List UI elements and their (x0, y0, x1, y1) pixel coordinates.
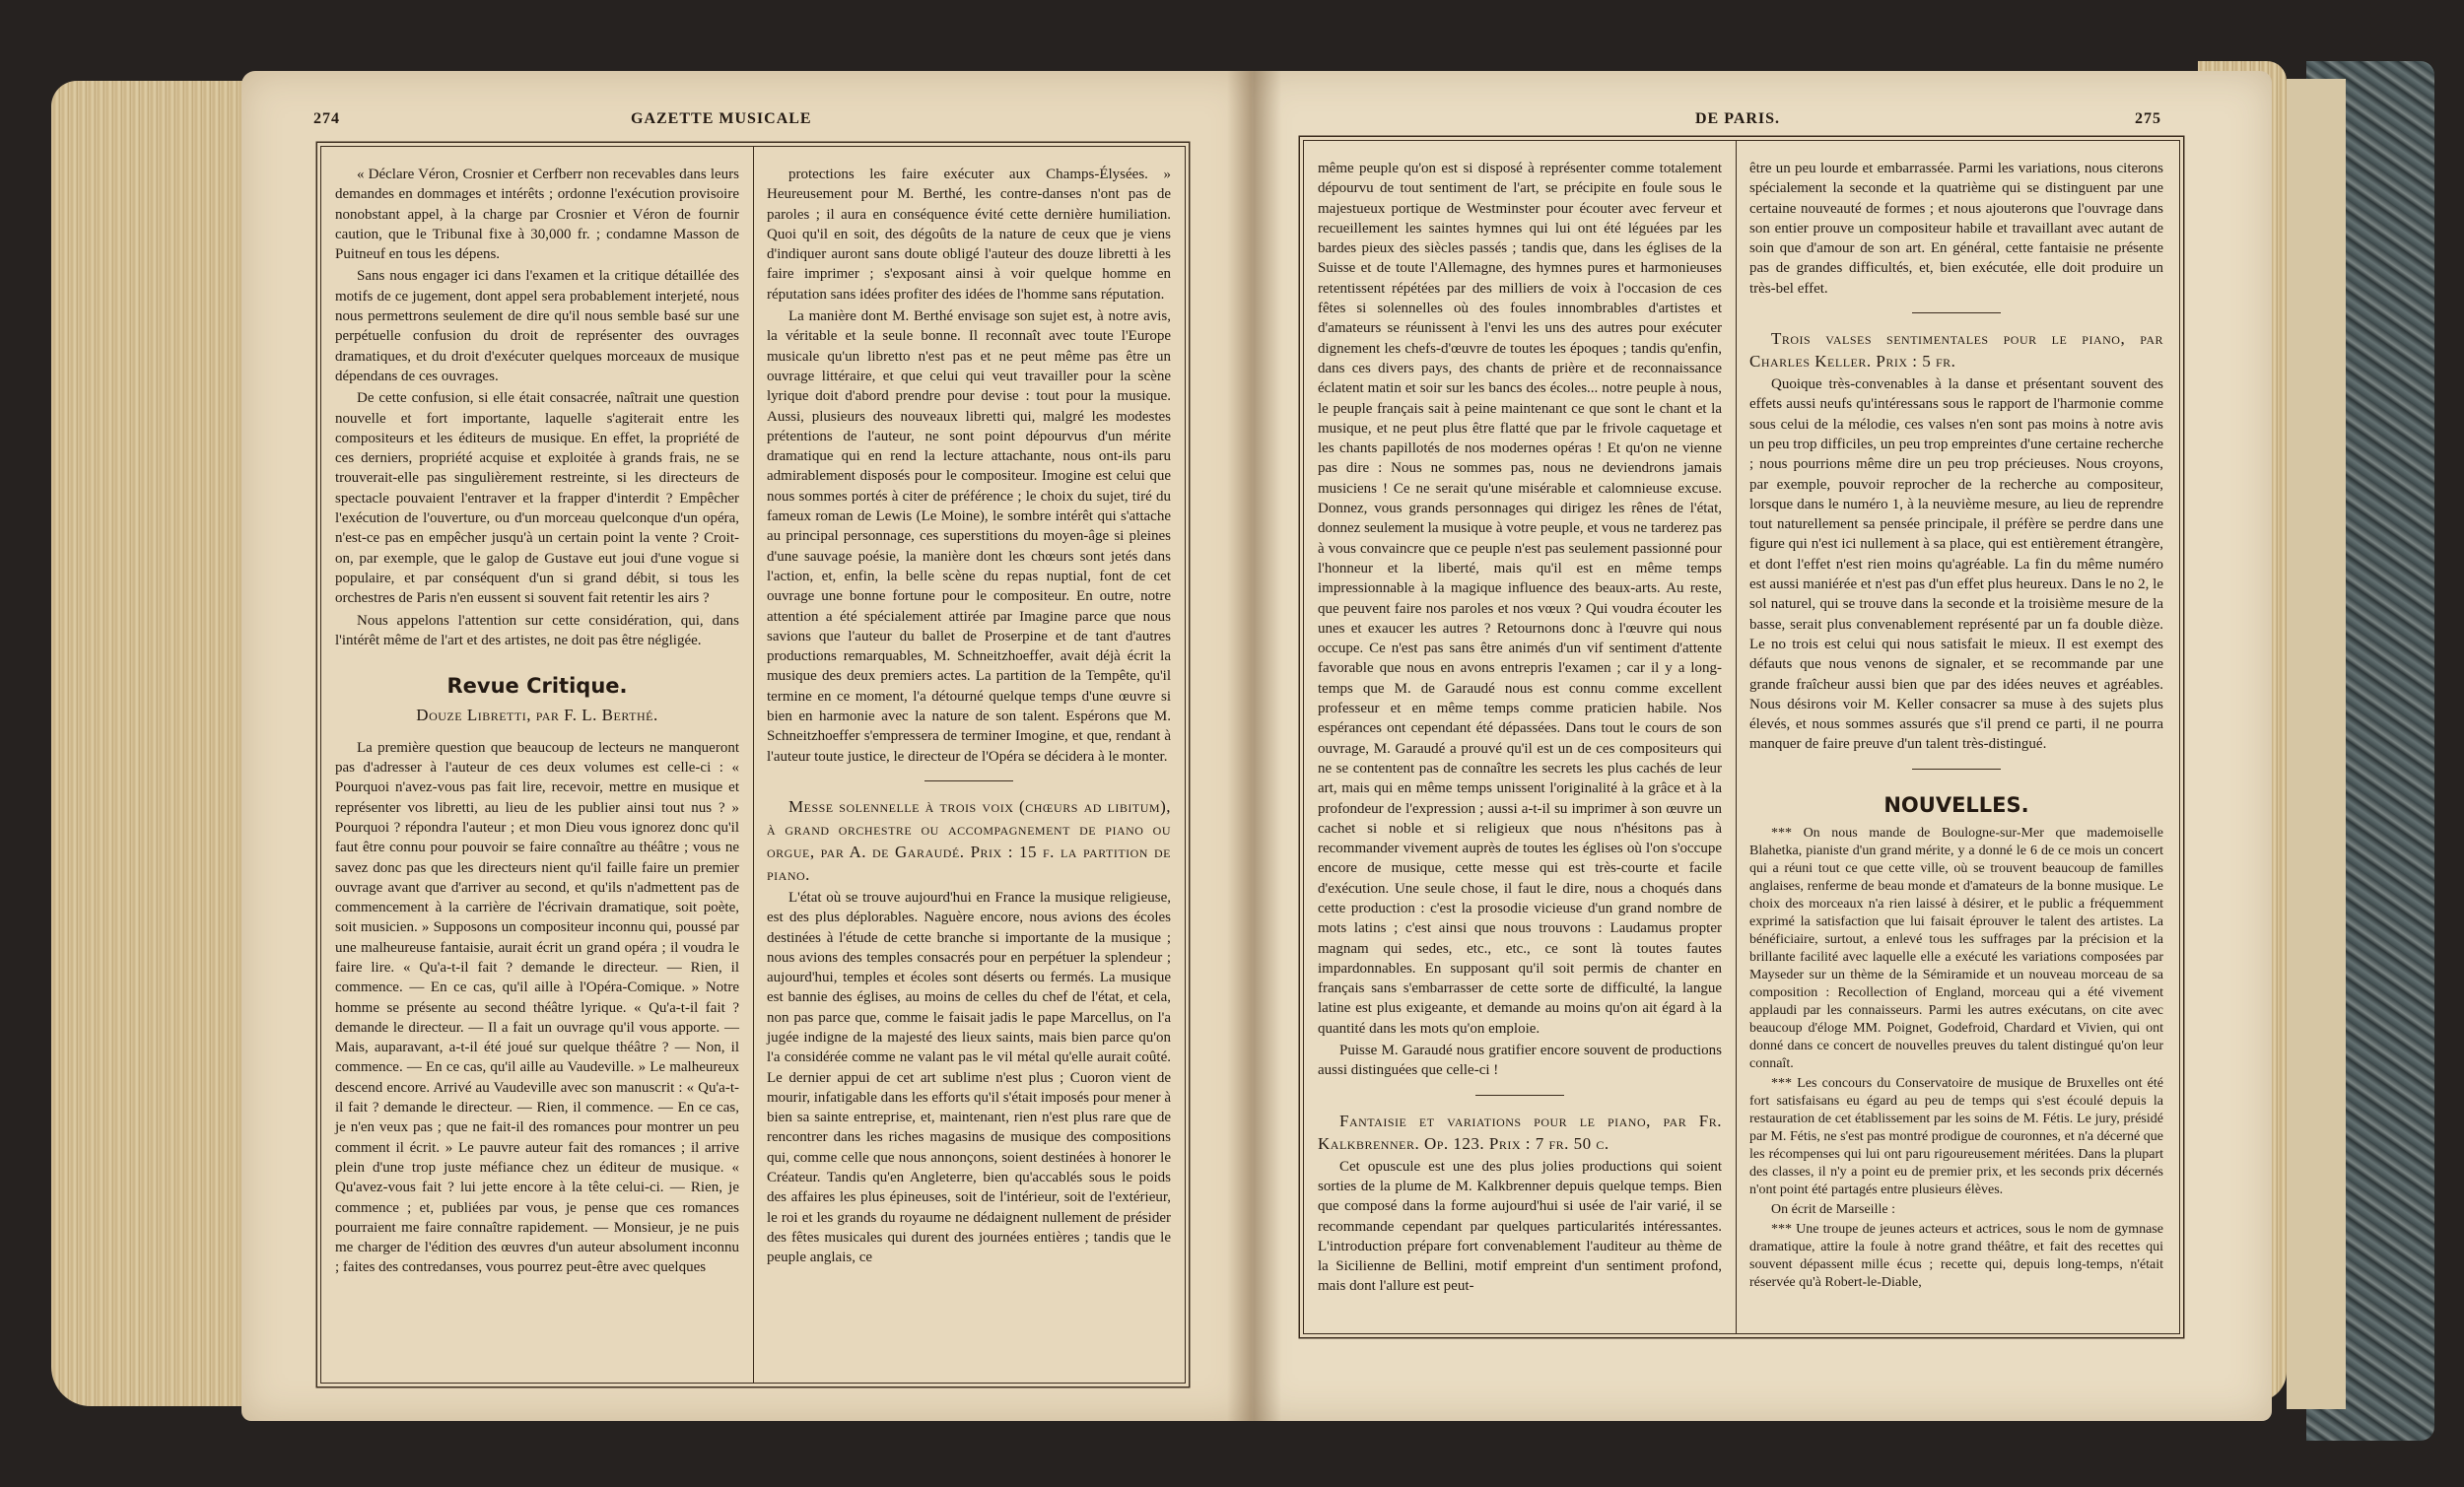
left-text-frame (320, 146, 1186, 1384)
book-gutter (1227, 71, 1281, 1421)
section-heading: NOUVELLES. (1883, 792, 2029, 817)
entry-title: Trois valses sentimentales pour le piano, par Charles Keller. Prix : 5 fr. (1749, 329, 2163, 372)
section-subhead: Douze Libretti, par F. L. Berthé. (416, 706, 658, 725)
left-page-edges (51, 81, 248, 1406)
right-col2 (1749, 159, 2163, 1294)
entry-title: Messe solennelle à trois voix (chœurs ad libitum), à grand orchestre ou accompagnement de piano ou orgue, par A. de Garaudé. Prix : 15 f. la partition de piano. (767, 796, 1171, 884)
separator-rule (1912, 769, 2001, 770)
separator-rule (924, 780, 1013, 781)
paragraph: Sans nous engager ici dans l'examen et la critique détaillée des motifs de ce jugement, dont appel sera probablement interjeté, nous nous permettrons seulement de dire qu'il nous semble basé sur une perpétuelle confusion du droit de représenter des ouvrages dramatiques, et du droit d'exécuter quelques morceaux de musique dépendans de ces ouvrages. (335, 268, 739, 384)
paragraph: La manière dont M. Berthé envisage son sujet est, à notre avis, la véritable et la seule bonne. Il reconnaît avec toute l'Europe musicale qu'un libretto n'est pas et ne peut même pas être un ouvrage littéraire, et que celui qui veut travailler pour la scène lyrique doit d'abord prendre pour devise : tout pour la musique. Aussi, plusieurs des nouveaux libretti qui, malgré les modestes prétentions de l'auteur, ne sont point dépourvus d'un mérite dramatique qui en rend la lecture attachante, nous ont-ils paru admirablement disposés pour le compositeur. Imogine est celui que nous sommes portés à citer de préférence ; le choix du sujet, tiré du fameux roman de Lewis (Le Moine), le sombre intérêt qui s'attache au principal personnage, ces superstitions du moyen-âge si pleines d'une sauvage poésie, la manière dont les chœurs sont jetés dans l'action, et, enfin, la belle scène du repas nuptial, font de cet ouvrage une bonne fortune pour le compositeur. En outre, notre attention a été spécialement attirée par Imagine parce que nous savions que l'auteur du ballet de Proserpine et de tant d'autres productions remarquables, M. Schneitzhoeffer, avait déjà écrit la musique des deux premiers actes. La partition de la Tempête, qu'il termine en ce moment, l'a détourné quelque temps d'une œuvre si bien en harmonie avec la nature de son talent. Espérons que M. Schneitzhoeffer s'empressera de terminer Imogine, et que, rendant à l'auteur toute justice, le directeur de l'Opéra se décidera à le monter. (767, 308, 1171, 765)
paragraph: être un peu lourde et embarrassée. Parmi les variations, nous citerons spécialement la seconde et la quatrième qui se distinguent par une certaine nouveauté de formes ; et nous ajouterons que l'ouvrage dans son entier prouve un compositeur habile et travaillant avec autant de soin que d'amour de son art. En général, cette fantaisie ne présente pas de grandes difficultés, et, bien exécutée, elle doit produire un très-bel effet. (1749, 161, 2163, 297)
cover-inner-edge (2287, 79, 2346, 1409)
right-running-head: DE PARIS. (1695, 110, 1781, 127)
entry-title: Fantaisie et variations pour le piano, par Fr. Kalkbrenner. Op. 123. Prix : 7 fr. 50 c. (1318, 1111, 1722, 1153)
news-item: *** Une troupe de jeunes acteurs et actrices, sous le nom de gymnase dramatique, attire la foule à notre grand théâtre, et fait des recettes qui souvent dépassent mille écus ; recette qui, depuis long-temps, n'était réservée qu'à Robert-le-Diable, (1749, 1222, 2163, 1291)
left-col1 (335, 165, 739, 1280)
left-col2 (767, 165, 1171, 1270)
news-item: *** Les concours du Conservatoire de musique de Bruxelles ont été fort satisfaisans eu égard au peu de temps qui s'est écoulé depuis la restauration de cet établissement par les soins de M. Fétis. Le jury, présidé par M. Fétis, ne s'est pas montré prodigue de couronnes, et n'a décerné que les récompenses qui lui ont paru rigoureusement méritées. Dans la plupart des classes, il n'y a point eu de premier prix, et les seconds prix décernés n'ont point été partagés entre plusieurs élèves. (1749, 1076, 2163, 1198)
paragraph: La première question que beaucoup de lecteurs ne manqueront pas d'adresser à l'auteur de ces deux volumes est celle-ci : « Pourquoi n'avez-vous pas fait lire, recevoir, mettre en musique et représenter vos libretti, au lieu de les publier ainsi tout nus ? » Pourquoi ? répondra l'auteur ; et mon Dieu vous ignorez donc qu'il faut être connu pour pouvoir se faire connaître au théâtre ; vous ne savez donc pas que les directeurs nient qu'il faille faire un premier ouvrage avant que d'arriver au second, et qu'ils n'admettent pas de commencement à la carrière de l'écrivain dramatique, soit poète, soit musicien. » Supposons un compositeur inconnu qui, poussé par une malheureuse fantaisie, aurait écrit un grand opéra ; il voudra le faire lire. « Qu'a-t-il fait ? demande le directeur. — Rien, il commence. — En ce cas, qu'il aille à l'Opéra-Comique. » Notre homme se présente au second théâtre lyrique. « Qu'a-t-il fait ? demande le directeur. — Il a fait un ouvrage qu'il vous apporte. — Mais, auparavant, a-t-il été joué sur quelque théâtre ? — Non, il commence. — En ce cas, qu'il aille au Vaudeville. » Le malheureux descend encore. Arrivé au Vaudeville avec son manuscrit : « Qu'a-t-il fait ? demande le directeur. — Rien, il commence. — En ce cas, je n'en veux pas ; que ne fait-il des romances pour montrer un peu comment il écrit. » Le pauvre auteur fait des romances ; il arrive plein d'une trop juste méfiance chez un éditeur de musique. « Qu'avez-vous fait ? lui jette encore à la tête celui-ci. — Rien, je commence ; et, publiées par vous, je pense que ces romances pourraient me faire connaître rapidement. — Monsieur, je ne puis me charger de l'édition des œuvres d'un auteur absolument inconnu ; faites des contredanses, vous pourrez peut-être avec quelques (335, 739, 739, 1276)
left-page-number: 274 (313, 110, 340, 127)
right-text-frame (1303, 140, 2180, 1334)
right-page-number: 275 (2135, 110, 2161, 127)
paragraph: Cet opuscule est une des plus jolies productions qui soient sorties de la plume de M. Kalkbrenner depuis quelque temps. Bien que composé dans la forme aujourd'hui si usée de l'air varié, il se recommande cependant par quelques particularités intéressantes. L'introduction prépare fort convenablement l'auditeur au thème de la Sicilienne de Bellini, motif empreint d'un sentiment profond, mais dont l'allure est peut- (1318, 1158, 1722, 1295)
section-heading: Revue Critique. (446, 674, 628, 699)
paragraph: protections les faire exécuter aux Champs-Élysées. » Heureusement pour M. Berthé, les contre-danses n'ont pas de paroles ; il aura en conséquence évité cette dernière humiliation. Quoi qu'il en soit, des dégoûts de la nature de ceux que je viens d'indiquer auront sans doute obligé l'auteur des douze libretti à les faire imprimer ; s'exposant ainsi à voir quelque homme en réputation sans idées profiter des idées de l'homme sans réputation. (767, 167, 1171, 303)
paragraph: « Déclare Véron, Crosnier et Cerfberr non recevables dans leurs demandes en dommages et intérêts ; ordonne l'exécution provisoire nonobstant appel, à la charge par Crosnier et Véron de fournir caution, que le Tribunal fixe à 30,000 fr. ; condamne Masson de Puitneuf en tous les dépens. (335, 167, 739, 263)
paragraph: De cette confusion, si elle était consacrée, naîtrait une question nouvelle et fort importante, laquelle s'agiterait entre les compositeurs et les éditeurs de musique. En effet, la propriété de ces derniers, propriété acquise et exploitée à grands frais, ne se trouverait-elle pas singulièrement restreinte, si les directeurs de spectacle pouvaient l'entraver et la frapper d'interdit ? Empêcher l'exécution de l'ouverture, ou d'un morceau quelconque d'un opéra, n'est-ce pas en empêcher jusqu'à un certain point la vente ? Croit-on, par exemple, que le galop de Gustave eut joui d'une vogue si populaire, et par conséquent d'un si grand débit, si tous les orchestres de Paris n'en eussent si souvent fait retentir les airs ? (335, 390, 739, 607)
news-item: *** On nous mande de Boulogne-sur-Mer que mademoiselle Blahetka, pianiste d'un grand mérite, y a donné le 6 de ce mois un concert qui a réuni tout ce que cette ville, où se trouvent beaucoup de familles anglaises, renferme de beau monde et d'amateurs de la bonne musique. Le choix des morceaux n'a rien laissé à désirer, et le public a fréquemment exprimé la satisfaction que lui faisait éprouver le talent des artistes. La bénéficiaire, surtout, a enlevé tous les suffrages par la précision et la brillante facilité avec laquelle elle a exécuté les variations composées par Mayseder sur un thème de la Sémiramide et un nouveau morceau de sa composition : Recollection of England, morceau qui a été vivement applaudi par les connaisseurs. Parmi les autres exécutans, on cite avec beaucoup d'éloge MM. Poignet, Godefroid, Chardard et Vivien, qui ont donné dans ce concert de nouvelles preuves du talent distingué qu'on leur connaît. (1749, 826, 2163, 1072)
left-running-head: GAZETTE MUSICALE (631, 110, 812, 127)
separator-rule (1912, 312, 2001, 313)
column-rule (1736, 141, 1737, 1333)
right-col1 (1318, 159, 1722, 1299)
separator-rule (1475, 1095, 1564, 1096)
column-rule (753, 147, 754, 1383)
news-item: On écrit de Marseille : (1771, 1202, 1895, 1218)
paragraph: Quoique très-convenables à la danse et présentant souvent des effets aussi neufs qu'intéressans sous le rapport de l'harmonie comme sous celui de la mélodie, ces valses n'en sont pas moins à notre avis un peu trop difficiles, un peu trop empreintes d'une certaine recherche ; nous pourrions même dire un peu trop précieuses. Nous croyons, par exemple, pouvoir reprocher de la recherche au compositeur, lorsque dans le numéro 1, à la neuvième mesure, au lieu de reprendre tout naturellement sa pensée principale, il préfère se perdre dans une figure qui n'est ici nullement à sa place, qui est entièrement étrangère, et dont l'effet n'est rien moins qu'agréable. La fin du même numéro est aussi maniérée et n'est pas d'un effet plus heureux. Dans le no 2, le sol naturel, qui se trouve dans la seconde et la troisième mesure de la basse, serait plus convenablement représenté par un fa double dièze. Le no trois est celui qui nous satisfait le mieux. Il est exempt des défauts que nous venons de signaler, et se recommande par une grande fraîcheur aussi bien que par des idées neuves et agréables. Nous désirons voir M. Keller consacrer sa muse à des sujets plus élevés, et nous sommes assurés que s'il prend ce parti, il ne pourra manquer de faire preuve d'un talent très-distingué. (1749, 376, 2164, 753)
paragraph: même peuple qu'on est si disposé à représenter comme totalement dépourvu de tout sentiment de l'art, se précipite en foule sous le majestueux portique de Westminster pour écouter avec ferveur et recueillement les saintes hymnes qui lui ont été léguées par les bardes pieux des siècles passés ; tandis que, dans les églises de la Suisse et de toute l'Allemagne, des hymnes pures et harmonieuses retentissent répétées par des milliers de voix à l'occasion de ces fêtes si solennelles où des foules innombrables d'artistes et d'amateurs se réunissent à l'envi les uns des autres pour exécuter dignement les chefs-d'œuvre de toutes les époques ; tandis qu'enfin, dans ces divers pays, des chants de prière et de reconnaissance éclatent matin et soir sur les bancs des écoles... notre peuple à nous, le peuple français sait à peine maintenant ce que sont le chant et la musique, et ne peut plus être flatté que par le frivole caquetage et les chants papillotés de nos modernes opéras ! Et qu'on ne vienne pas dire : Nous ne sommes pas, nous ne deviendrons jamais musiciens ! Ce ne serait qu'une misérable et calomnieuse excuse. Donnez, vous grands personnages qui dirigez les rênes de l'état, donnez seulement la musique à votre peuple, et vous ne tarderez pas à vous convaincre que ce peuple n'est pas seulement passionné pour l'honneur et la liberté, mais qu'il est en même temps impressionnable à la magique influence des beaux-arts. Au reste, que peuvent faire nos paroles et nos vœux ? Qui voudra écouter les unes et exaucer les autres ? Retournons donc à l'œuvre qui nous occupe. Ce n'est pas sans être animés d'un vif sentiment d'attente favorable que nous en avons entrepris l'examen ; car il y a long-temps que M. de Garaudé nous est connu comme excellent professeur et en même temps comme praticien habile. Nos espérances ont cependant été dépassées. Dans tout le cours de son ouvrage, M. Garaudé a prouvé qu'il est un de ces compositeurs qui ne se contentent pas de connaître les secrets les plus cachés de leur art, mais qui en même temps unissent l'originalité à la grâce et à la profondeur de l'expression ; aussi a-t-il su imprimer à son œuvre un cachet si noble et si religieux que nous n'hésitons pas à recommander vivement auprès de toutes les églises où l'on s'occupe encore de musique, cette messe qui est très-courte et facile d'exécution. Une seule chose, il faut le dire, nous a choqués dans cette production : c'est la prosodie vicieuse d'un grand nombre de mots latins ; c'est ainsi que nous trouvons : Laudamus propter magnam qui sedes, etc., etc., ce sont là toutes fautes impardonnables. En supposant qu'il soit permis de chanter en français sans s'embarrasser de cette sorte de difficulté, la langue latine est plus exigeante, et demande au moins qu'on ait égard à la quantité dans les mots qu'on emploie. (1318, 161, 1722, 1037)
paragraph: L'état où se trouve aujourd'hui en France la musique religieuse, est des plus déplorables. Naguère encore, nous avions des écoles destinées à l'étude de cette branche si importante de la musique ; nous avions des temples consacrés pour en perpétuer la splendeur ; aujourd'hui, temples et écoles sont déserts ou fermés. La musique est bannie des églises, au moins de celles du chef de l'état, et cela, non pas parce que, comme le faisait jadis le pape Marcellus, on l'a jugée indigne de la majesté des lieux saints, mais bien parce qu'on l'a considérée comme ne valant pas le vil métal qu'elle aurait coûté. Le dernier appui de cet art sublime n'est plus ; Cuoron vient de mourir, infatigable dans les efforts qu'il s'était imposés pour mener à bien sa sainte entreprise, et, maintenant, rien n'est plus rare que de rencontrer dans les riches magasins de musique des compositions qui, comme celle que nous annonçons, soient destinées à honorer le Créateur. Tandis qu'en Angleterre, bien qu'accablés sous le poids des affaires les plus épineuses, soit de l'intérieur, soit de l'extérieur, le roi et les grands du royaume ne dédaignent nullement de présider des fêtes musicales qui durent des journées entières ; tandis que le peuple anglais, ce (767, 889, 1171, 1266)
paragraph: Nous appelons l'attention sur cette considération, qui, dans l'intérêt même de l'art et des artistes, ne doit pas être négligée. (335, 612, 739, 648)
paragraph: Puisse M. Garaudé nous gratifier encore souvent de productions aussi distinguées que celle-ci ! (1318, 1043, 1722, 1079)
